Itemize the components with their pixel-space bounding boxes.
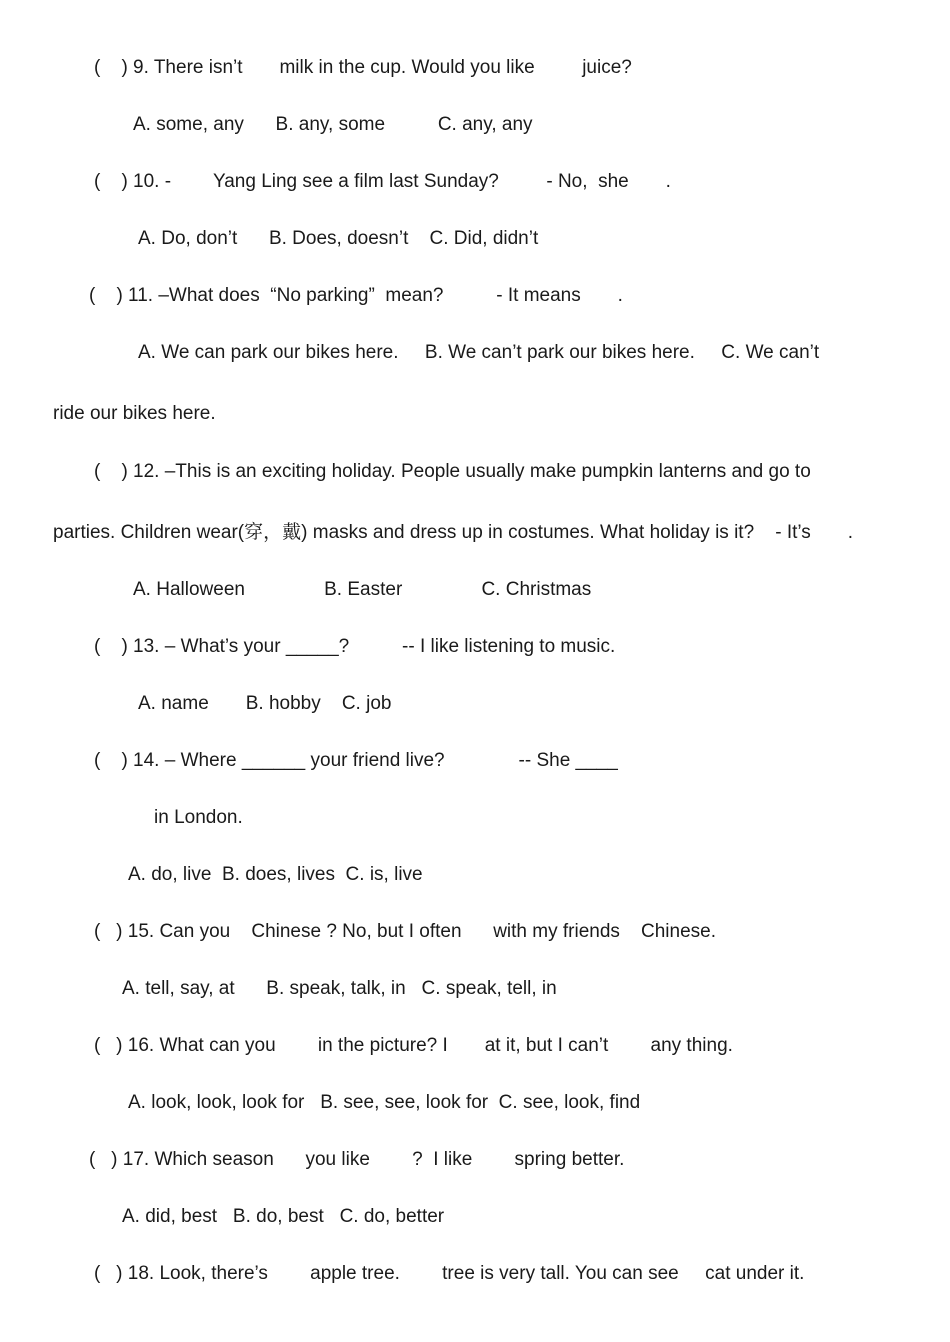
question-12-stem-continued: parties. Children wear(穿，戴) masks and dress up in costumes. What holiday is it? - It’s . bbox=[53, 522, 854, 543]
question-13-stem: ( ) 13. – What’s your _____? -- I like listening to music. bbox=[94, 636, 616, 657]
question-17-stem: ( ) 17. Which season you like ? I like spring better. bbox=[89, 1149, 625, 1170]
question-15-options: A. tell, say, at B. speak, talk, in C. speak, tell, in bbox=[122, 978, 557, 999]
question-10-stem: ( ) 10. - Yang Ling see a film last Sunday? - No, she . bbox=[94, 171, 671, 192]
question-16-stem: ( ) 16. What can you in the picture? I at it, but I can’t any thing. bbox=[94, 1035, 733, 1056]
question-16-options: A. look, look, look for B. see, see, look for C. see, look, find bbox=[128, 1092, 641, 1113]
question-17-options: A. did, best B. do, best C. do, better bbox=[122, 1206, 445, 1227]
question-11-options-continued: ride our bikes here. bbox=[53, 403, 216, 424]
question-15-stem: ( ) 15. Can you Chinese ? No, but I often with my friends Chinese. bbox=[94, 921, 717, 942]
question-11-stem: ( ) 11. –What does “No parking” mean? - It means . bbox=[89, 285, 623, 306]
question-9-options: A. some, any B. any, some C. any, any bbox=[133, 114, 533, 135]
question-14-options: A. do, live B. does, lives C. is, live bbox=[128, 864, 423, 885]
question-12-stem: ( ) 12. –This is an exciting holiday. People usually make pumpkin lanterns and go to bbox=[94, 461, 811, 482]
question-10-options: A. Do, don’t B. Does, doesn’t C. Did, didn’t bbox=[138, 228, 539, 249]
question-11-options: A. We can park our bikes here. B. We can’t park our bikes here. C. We can’t bbox=[138, 342, 820, 363]
question-14-stem-continued: in London. bbox=[154, 807, 243, 828]
question-13-options: A. name B. hobby C. job bbox=[138, 693, 392, 714]
question-14-stem: ( ) 14. – Where ______ your friend live? -- She ____ bbox=[94, 750, 618, 771]
question-12-options: A. Halloween B. Easter C. Christmas bbox=[133, 579, 592, 600]
question-9-stem: ( ) 9. There isn’t milk in the cup. Would you like juice? bbox=[94, 57, 632, 78]
question-18-stem: ( ) 18. Look, there’s apple tree. tree is very tall. You can see cat under it. bbox=[94, 1263, 805, 1284]
